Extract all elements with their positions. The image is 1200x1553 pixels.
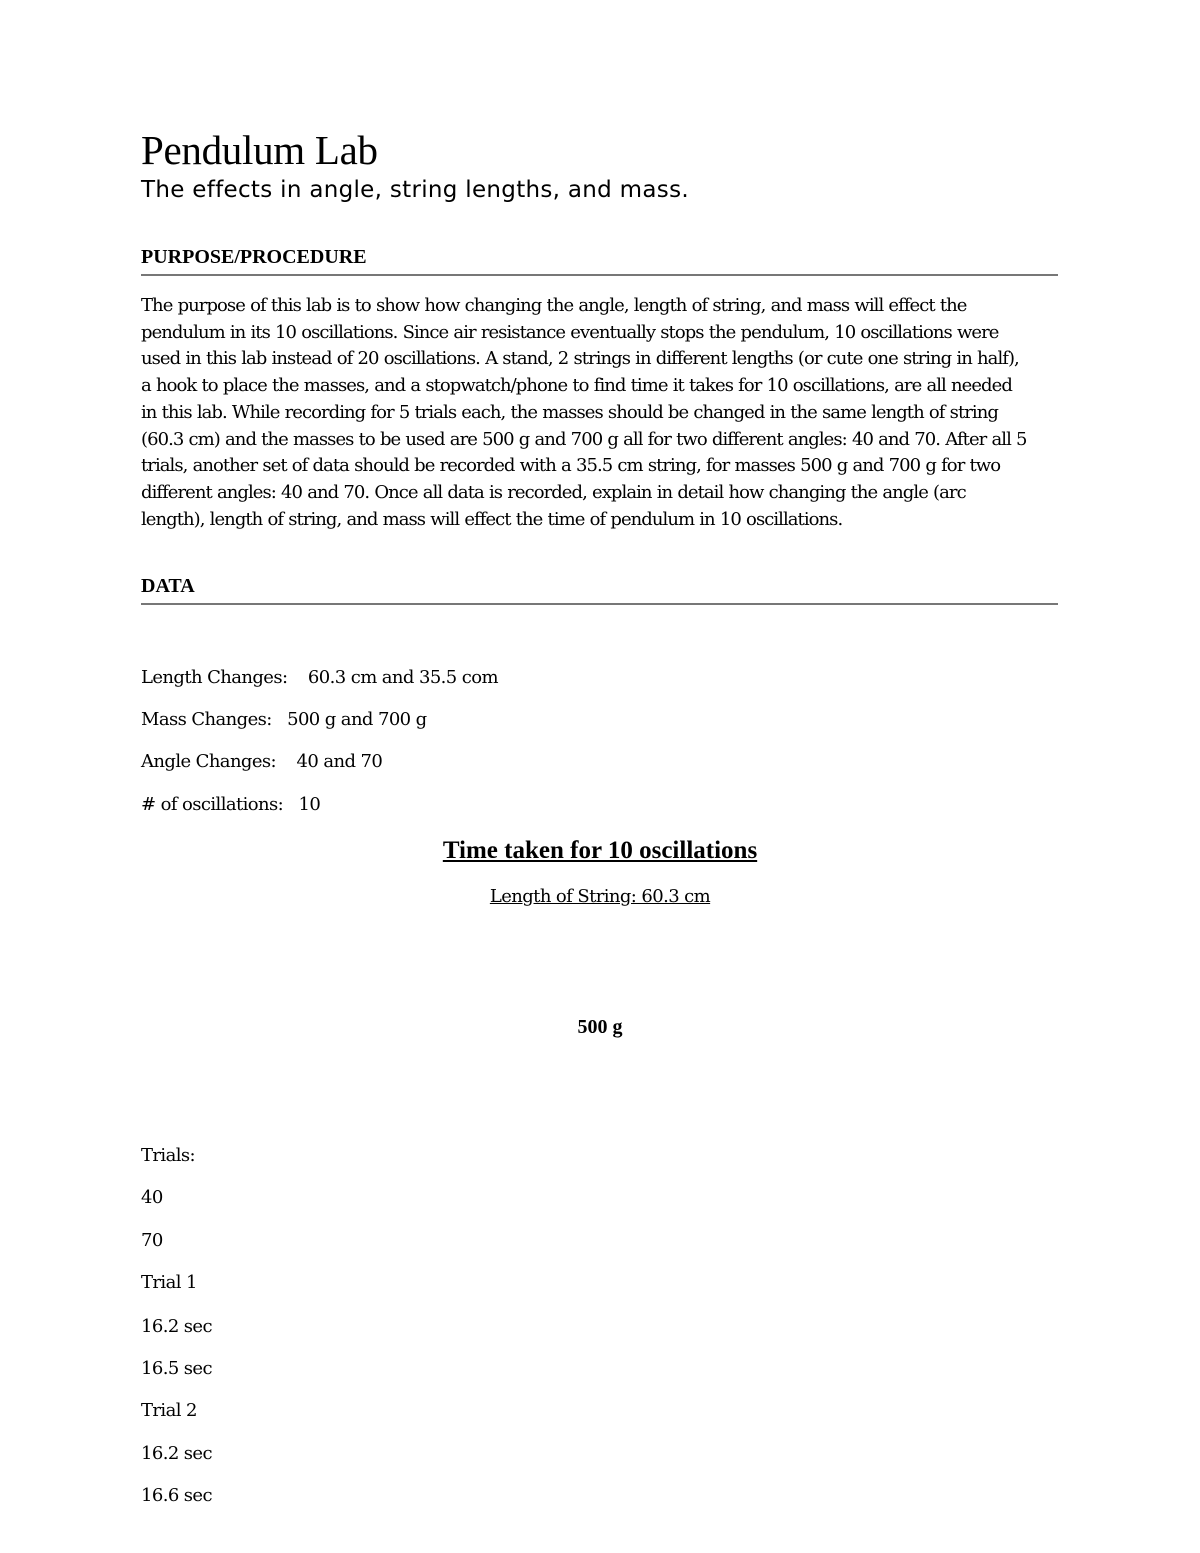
trials-label: Trials: — [141, 1145, 195, 1166]
trial-2-time-70: 16.6 sec — [141, 1485, 212, 1506]
paragraph-line: used in this lab instead of 20 oscillations. A stand, 2 strings in different lengths (or cute one string in half), — [141, 348, 1019, 370]
table-title: Time taken for 10 oscillations — [442, 837, 758, 864]
page-title: Pendulum Lab — [141, 127, 378, 173]
page-subtitle: The effects in angle, string lengths, and mass. — [141, 177, 689, 203]
data-heading: DATA — [141, 574, 1058, 605]
paragraph-line: length), length of string, and mass will effect the time of pendulum in 10 oscillations. — [141, 508, 843, 530]
table-subtitle: Length of String: 60.3 cm — [489, 886, 711, 907]
paragraph-line: (60.3 cm) and the masses to be used are 500 g and 700 g all for two different angles: 40 and 70. After all 5 — [141, 428, 1027, 450]
purpose-paragraph — [141, 293, 1058, 533]
trial-2-time-40: 16.2 sec — [141, 1443, 212, 1464]
paragraph-line: trials, another set of data should be recorded with a 35.5 cm string, for masses 500 g and 700 g for two — [141, 455, 1001, 477]
trial-1-label: Trial 1 — [141, 1272, 197, 1293]
length-changes: Length Changes: 60.3 cm and 35.5 com — [141, 667, 498, 688]
paragraph-line: a hook to place the masses, and a stopwatch/phone to find time it takes for 10 oscillations, are all needed — [141, 375, 1012, 397]
trial-1-time-70: 16.5 sec — [141, 1358, 212, 1379]
trial-2-label: Trial 2 — [141, 1400, 197, 1421]
angle-70-label: 70 — [141, 1230, 163, 1251]
oscillation-count: # of oscillations: 10 — [141, 794, 321, 815]
mass-changes: Mass Changes: 500 g and 700 g — [141, 709, 427, 730]
angle-changes: Angle Changes: 40 and 70 — [141, 751, 383, 772]
paragraph-line: different angles: 40 and 70. Once all data is recorded, explain in detail how changing the angle (arc — [141, 481, 966, 503]
mass-label: 500 g — [577, 1016, 623, 1038]
paragraph-line: The purpose of this lab is to show how changing the angle, length of string, and mass will effect the — [141, 295, 967, 316]
purpose-heading: PURPOSE/PROCEDURE — [141, 245, 1058, 276]
trial-1-time-40: 16.2 sec — [141, 1316, 212, 1337]
angle-40-label: 40 — [141, 1187, 163, 1208]
paragraph-line: pendulum in its 10 oscillations. Since air resistance eventually stops the pendulum, 10 oscillations were — [141, 321, 999, 343]
paragraph-line: in this lab. While recording for 5 trials each, the masses should be changed in the same length of string — [141, 401, 998, 423]
